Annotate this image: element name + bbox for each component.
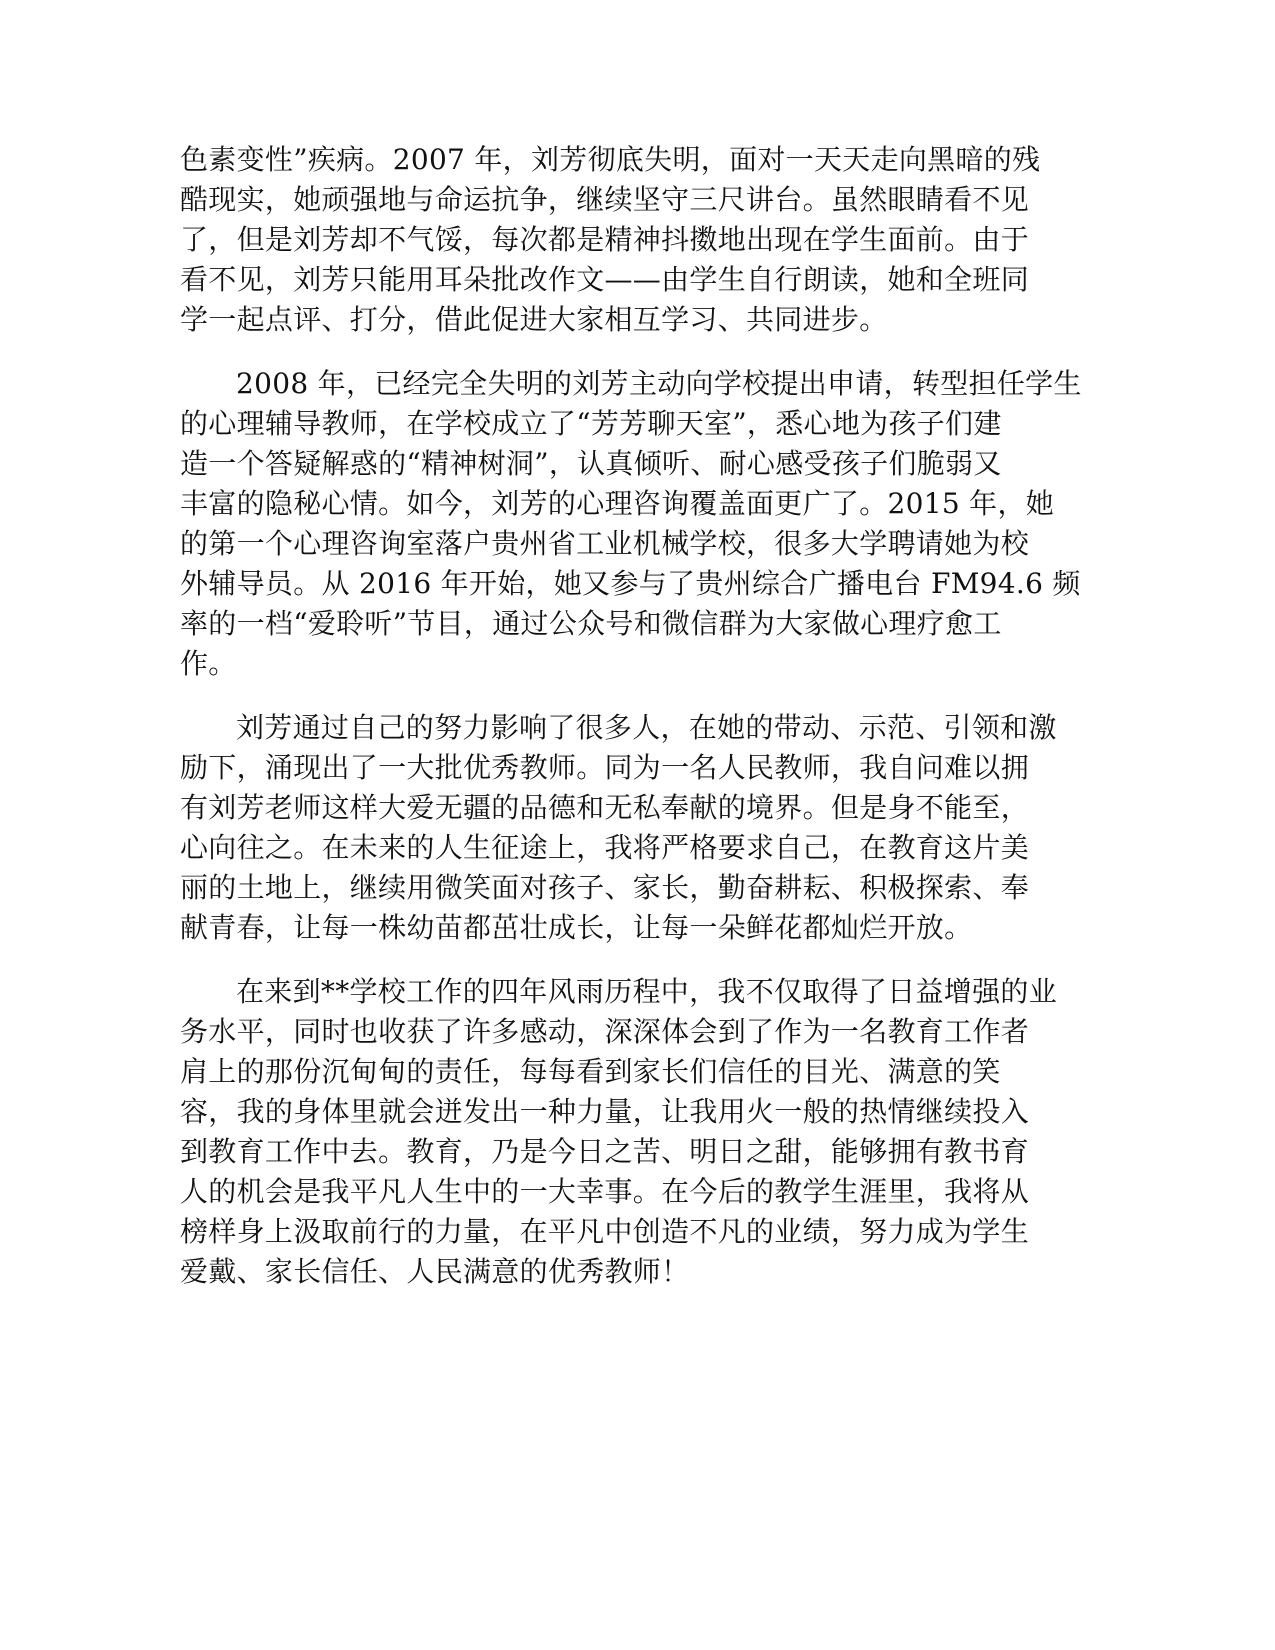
paragraph-line: 的第一个心理咨询室落户贵州省工业机械学校，很多大学聘请她为校 xyxy=(180,527,1030,560)
paragraph-line: 2008 年，已经完全失明的刘芳主动向学校提出申请，转型担任学生 xyxy=(236,367,1082,400)
paragraph-line: 色素变性”疾病。2007 年，刘芳彻底失明，面对一天天走向黑暗的残 xyxy=(180,143,1041,176)
paragraph-line: 造一个答疑解惑的“精神树洞”，认真倾听、耐心感受孩子们脆弱又 xyxy=(180,447,1002,480)
paragraph-line: 榜样身上汲取前行的力量，在平凡中创造不凡的业绩，努力成为学生 xyxy=(180,1215,1030,1248)
paragraph-line: 酷现实，她顽强地与命运抗争，继续坚守三尺讲台。虽然眼睛看不见 xyxy=(180,183,1030,216)
paragraph-line: 心向往之。在未来的人生征途上，我将严格要求自己，在教育这片美 xyxy=(180,831,1030,864)
paragraph-3 xyxy=(180,708,1080,948)
paragraph-line: 励下，涌现出了一大批优秀教师。同为一名人民教师，我自问难以拥 xyxy=(180,751,1030,784)
paragraph-line: 丰富的隐秘心情。如今，刘芳的心理咨询覆盖面更广了。2015 年，她 xyxy=(180,487,1055,520)
paragraph-line: 爱戴、家长信任、人民满意的优秀教师！ xyxy=(180,1255,690,1288)
paragraph-line: 的心理辅导教师，在学校成立了“芳芳聊天室”，悉心地为孩子们建 xyxy=(180,407,1002,440)
paragraph-line: 献青春，让每一株幼苗都茁壮成长，让每一朵鲜花都灿烂开放。 xyxy=(180,911,973,944)
paragraph-line: 在来到**学校工作的四年风雨历程中，我不仅取得了日益增强的业 xyxy=(236,975,1058,1008)
paragraph-line: 人的机会是我平凡人生中的一大幸事。在今后的教学生涯里，我将从 xyxy=(180,1175,1030,1208)
paragraph-line: 外辅导员。从 2016 年开始，她又参与了贵州综合广播电台 FM94.6 频 xyxy=(180,567,1081,600)
paragraph-line: 学一起点评、打分，借此促进大家相互学习、共同进步。 xyxy=(180,303,888,336)
paragraph-4 xyxy=(180,972,1080,1292)
paragraph-line: 作。 xyxy=(180,647,237,680)
paragraph-1 xyxy=(180,140,1080,340)
paragraph-2 xyxy=(180,364,1080,684)
paragraph-line: 了，但是刘芳却不气馁，每次都是精神抖擞地出现在学生面前。由于 xyxy=(180,223,1030,256)
paragraph-line: 看不见，刘芳只能用耳朵批改作文——由学生自行朗读，她和全班同 xyxy=(180,263,1030,296)
paragraph-line: 丽的土地上，继续用微笑面对孩子、家长，勤奋耕耘、积极探索、奉 xyxy=(180,871,1030,904)
paragraph-line: 务水平，同时也收获了许多感动，深深体会到了作为一名教育工作者 xyxy=(180,1015,1030,1048)
document-body xyxy=(180,140,1080,1316)
paragraph-line: 到教育工作中去。教育，乃是今日之苦、明日之甜，能够拥有教书育 xyxy=(180,1135,1030,1168)
paragraph-line: 率的一档“爱聆听”节目，通过公众号和微信群为大家做心理疗愈工 xyxy=(180,607,1002,640)
paragraph-line: 肩上的那份沉甸甸的责任，每每看到家长们信任的目光、满意的笑 xyxy=(180,1055,1001,1088)
paragraph-line: 容，我的身体里就会迸发出一种力量，让我用火一般的热情继续投入 xyxy=(180,1095,1030,1128)
paragraph-line: 刘芳通过自己的努力影响了很多人，在她的带动、示范、引领和激 xyxy=(236,711,1057,744)
paragraph-line: 有刘芳老师这样大爱无疆的品德和无私奉献的境界。但是身不能至， xyxy=(180,791,1030,824)
